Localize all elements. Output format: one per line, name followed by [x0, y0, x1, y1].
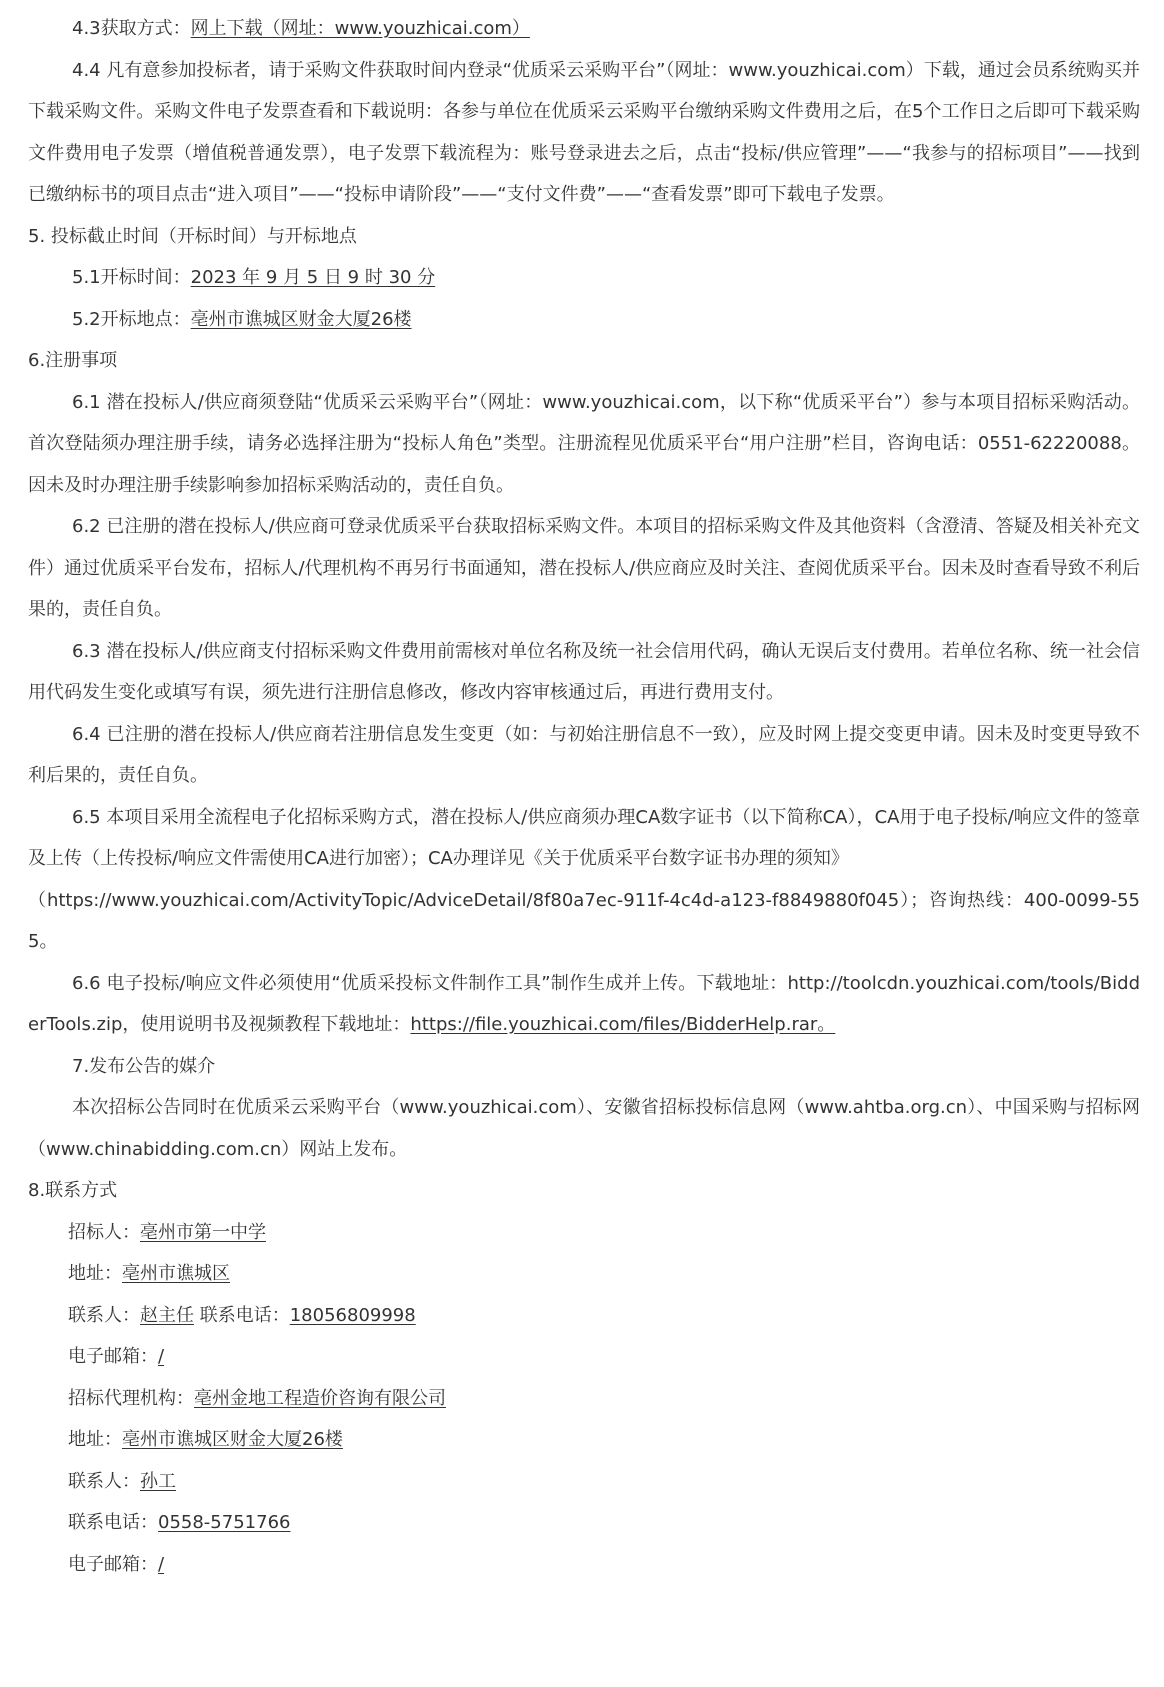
- section-4-3: [28, 8, 1140, 50]
- section-6-6-mid: ，使用说明书及视频教程下载地址：: [122, 1014, 411, 1035]
- tenderer-email-row: [28, 1336, 1140, 1378]
- agency-row: [28, 1378, 1140, 1420]
- tenderer-contact-value: 赵主任: [140, 1304, 194, 1326]
- agency-email-row: [28, 1544, 1140, 1586]
- opening-time-label: 5.1开标时间：: [72, 267, 191, 288]
- agency-email-value: /: [158, 1553, 165, 1575]
- agency-contact-label: 联系人：: [68, 1470, 140, 1492]
- opening-time: [28, 257, 1140, 299]
- section-4-3-label: 4.3获取方式：: [72, 18, 191, 39]
- section-7-heading: 7.发布公告的媒介: [72, 1055, 216, 1077]
- bidder-help-url[interactable]: https://file.youzhicai.com/files/BidderHelp.rar。: [410, 1014, 836, 1035]
- tenderer-contact-label: 联系人：: [68, 1304, 140, 1326]
- tenderer-contact-row: [28, 1295, 1140, 1337]
- opening-time-value: 2023 年 9 月 5 日 9 时 30 分: [190, 267, 436, 288]
- agency-address-label: 地址：: [68, 1429, 122, 1450]
- agency-address-value: 亳州市谯城区财金大厦26楼: [122, 1429, 343, 1450]
- agency-address-row: [28, 1419, 1140, 1461]
- section-6-2-paragraph: 6.2 已注册的潜在投标人/供应商可登录优质采平台获取招标采购文件。本项目的招标采购文件及其他资料（含澄清、答疑及相关补充文件）通过优质采平台发布，招标人/代理机构不再另行书面通知，潜在投标人/供应商应及时关注、查阅优质采平台。因未及时查看导致不利后果的，责任自负。: [28, 516, 1140, 620]
- agency-phone-value: 0558-5751766: [158, 1512, 291, 1533]
- section-5-heading: 5. 投标截止时间（开标时间）与开标地点: [28, 225, 357, 247]
- section-6-4-paragraph: 6.4 已注册的潜在投标人/供应商若注册信息发生变更（如：与初始注册信息不一致），应及时网上提交变更申请。因未及时变更导致不利后果的，责任自负。: [28, 723, 1140, 786]
- tenderer-row: [28, 1212, 1140, 1254]
- tenderer-email-label: 电子邮箱：: [68, 1346, 158, 1367]
- agency-contact-value: 孙工: [140, 1470, 176, 1492]
- section-6-heading: 6.注册事项: [28, 350, 118, 371]
- agency-value: 亳州金地工程造价咨询有限公司: [194, 1387, 446, 1409]
- tenderer-phone-value: 18056809998: [289, 1304, 416, 1326]
- tenderer-address-row: [28, 1253, 1140, 1295]
- bidder-tools-url[interactable]: http://toolcdn.youzhicai.com/tools/BidderTools.zip: [28, 972, 1140, 1035]
- opening-place: [28, 299, 1140, 341]
- agency-email-label: 电子邮箱：: [68, 1553, 158, 1575]
- agency-contact-row: [28, 1461, 1140, 1503]
- tenderer-value: 亳州市第一中学: [140, 1221, 266, 1243]
- opening-place-label: 5.2开标地点：: [72, 308, 191, 330]
- tenderer-email-value: /: [158, 1346, 165, 1367]
- section-6-5-link-line: （https://www.youzhicai.com/ActivityTopic/AdviceDetail/8f80a7ec-911f-4c4d-a123-f8849880f045）；咨询热线：400-0099-555。: [28, 889, 1140, 952]
- section-6-6-paragraph: [28, 963, 1140, 1046]
- opening-place-value: 亳州市谯城区财金大厦26楼: [190, 308, 412, 330]
- section-4-3-value: 网上下载（网址：www.youzhicai.com）: [190, 18, 530, 39]
- section-6-5-paragraph: 6.5 本项目采用全流程电子化招标采购方式，潜在投标人/供应商须办理CA数字证书（以下简称CA），CA用于电子投标/响应文件的签章及上传（上传投标/响应文件需使用CA进行加密）；CA办理详见《关于优质采平台数字证书办理的须知》: [28, 806, 1140, 869]
- agency-phone-label: 联系电话：: [68, 1512, 158, 1533]
- tenderer-phone-label: 联系电话：: [194, 1304, 290, 1326]
- tenderer-address-value: 亳州市谯城区: [122, 1263, 230, 1284]
- section-4-4-paragraph: 4.4 凡有意参加投标者，请于采购文件获取时间内登录“优质采云采购平台”（网址：www.youzhicai.com）下载，通过会员系统购买并下载采购文件。采购文件电子发票查看和下载说明：各参与单位在优质采云采购平台缴纳采购文件费用之后，在5个工作日之后即可下载采购文件费用电子发票（增值税普通发票），电子发票下载流程为：账号登录进去之后，点击“投标/供应管理”——“我参与的招标项目”——找到已缴纳标书的项目点击“进入项目”——“投标申请阶段”——“支付文件费”——“查看发票”即可下载电子发票。: [28, 59, 1140, 205]
- section-6-6-intro: 6.6 电子投标/响应文件必须使用“优质采投标文件制作工具”制作生成并上传。下载地址：: [72, 972, 788, 994]
- tenderer-address-label: 地址：: [68, 1263, 122, 1284]
- section-8-heading: 8.联系方式: [28, 1180, 118, 1201]
- section-6-1-paragraph: 6.1 潜在投标人/供应商须登陆“优质采云采购平台”（网址：www.youzhicai.com，以下称“优质采平台”）参与本项目招标采购活动。首次登陆须办理注册手续，请务必选择注册为“投标人角色”类型。注册流程见优质采平台“用户注册”栏目，咨询电话：0551-62220088。因未及时办理注册手续影响参加招标采购活动的，责任自负。: [28, 391, 1140, 496]
- tenderer-label: 招标人：: [68, 1221, 140, 1243]
- agency-phone-row: [28, 1502, 1140, 1544]
- section-7-paragraph: 本次招标公告同时在优质采云采购平台（www.youzhicai.com）、安徽省招标投标信息网（www.ahtba.org.cn）、中国采购与招标网（www.chinabidding.com.cn）网站上发布。: [28, 1097, 1140, 1160]
- agency-label: 招标代理机构：: [68, 1387, 194, 1409]
- section-6-3-paragraph: 6.3 潜在投标人/供应商支付招标采购文件费用前需核对单位名称及统一社会信用代码，确认无误后支付费用。若单位名称、统一社会信用代码发生变化或填写有误，须先进行注册信息修改，修改内容审核通过后，再进行费用支付。: [28, 640, 1140, 703]
